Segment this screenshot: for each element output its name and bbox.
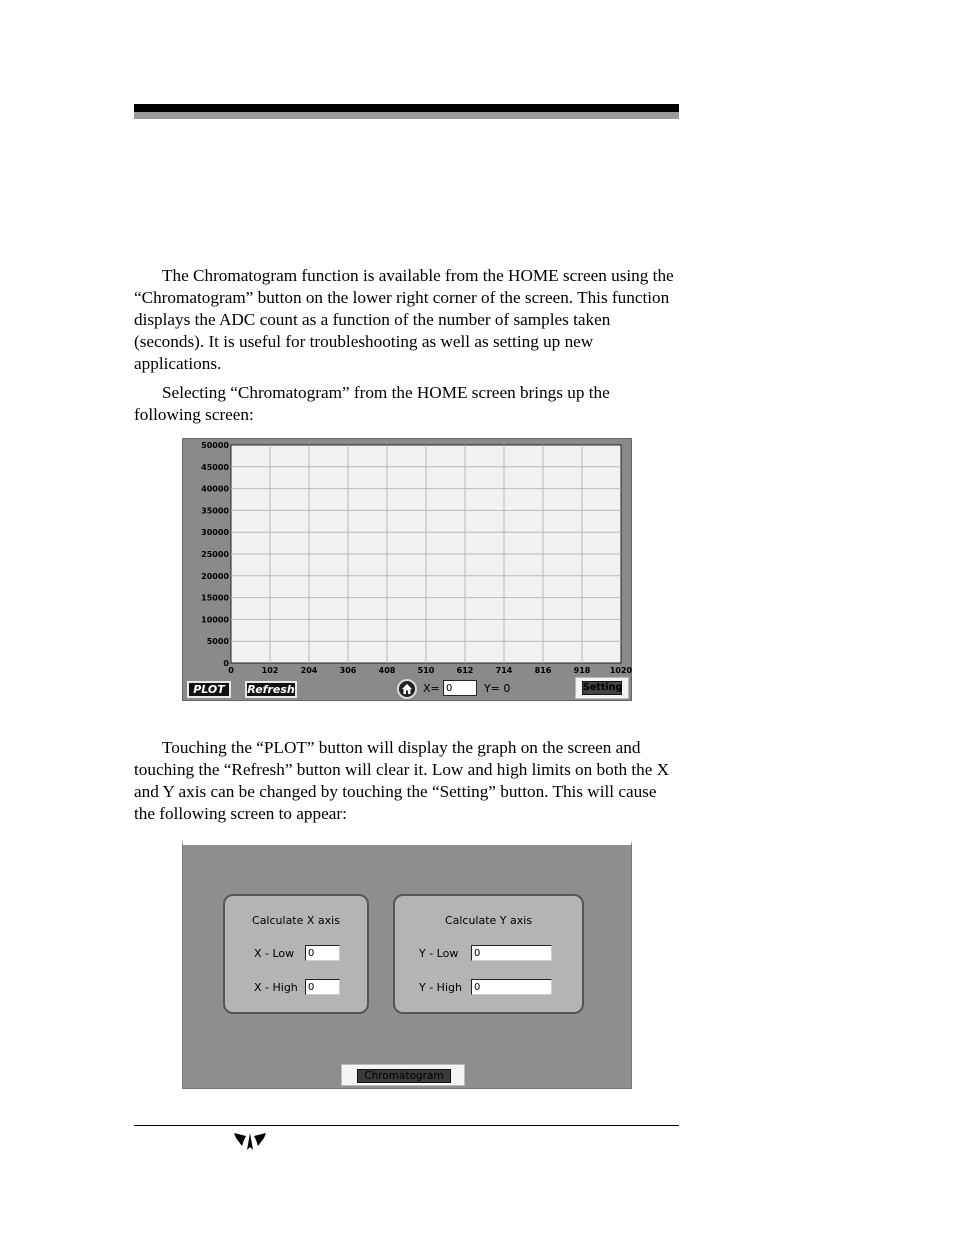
x-tick-label: 204 — [300, 666, 318, 675]
x-axis-panel — [223, 894, 369, 1014]
x-tick-label: 510 — [417, 666, 435, 675]
y-low-field[interactable] — [471, 945, 552, 961]
plot-button[interactable]: PLOT — [187, 681, 231, 698]
x-tick-label: 306 — [339, 666, 357, 675]
x-tick-label: 918 — [573, 666, 591, 675]
setting-button[interactable] — [575, 677, 629, 699]
paragraph-selecting: Selecting “Chromatogram” from the HOME screen brings up the following screen: — [134, 383, 610, 424]
x-high-field[interactable] — [305, 979, 340, 995]
chromatogram-screen — [182, 438, 632, 701]
x-tick-label: 102 — [261, 666, 279, 675]
chromatogram-button-label: Chromatogram — [357, 1069, 451, 1083]
chromatogram-plot — [183, 439, 633, 702]
y-low-label: Y - Low — [419, 947, 459, 960]
footer-rule — [134, 1125, 679, 1126]
x-tick-label: 1020 — [609, 666, 633, 675]
teledyne-logo-icon — [232, 1130, 268, 1157]
home-icon — [401, 683, 413, 695]
x-tick-label: 612 — [456, 666, 474, 675]
chromatogram-button[interactable] — [341, 1064, 465, 1086]
home-button[interactable] — [397, 679, 417, 699]
y-tick-label: 45000 — [201, 462, 229, 472]
y-tick-label: 5000 — [206, 637, 229, 647]
header-rule — [134, 104, 679, 112]
paragraph-intro: The Chromatogram function is available from the HOME screen using the “Chromatogram” button on the lower right corner of the screen. This function displays the ADC count as a function of the number of samples taken (seconds). It is useful for troubleshooting as well as setting up new applications. — [134, 266, 674, 373]
y-high-field[interactable] — [471, 979, 552, 995]
y-axis-panel — [393, 894, 584, 1014]
y-high-label: Y - High — [419, 981, 462, 994]
y-tick-label: 40000 — [201, 484, 229, 494]
setting-screen — [182, 840, 632, 1089]
y-tick-label: 10000 — [201, 615, 229, 625]
x-tick-label: 816 — [534, 666, 552, 675]
paragraph-touching: Touching the “PLOT” button will display the graph on the screen and touching the “Refresh” button will clear it. Low and high limits on both the X and Y axis can be changed by touching the “Setting” button. This will cause the following screen to appear: — [134, 738, 670, 823]
y-tick-label: 35000 — [201, 506, 229, 516]
x-low-label: X - Low — [254, 947, 295, 960]
x-low-field[interactable] — [305, 945, 340, 961]
y-tick-label: 50000 — [201, 441, 229, 450]
y-tick-label: 20000 — [201, 571, 229, 581]
x-axis-panel-title: Calculate X axis — [252, 914, 340, 927]
y-tick-label: 15000 — [201, 593, 229, 603]
y-tick-label: 25000 — [201, 550, 229, 559]
refresh-button[interactable]: Refresh — [245, 681, 297, 698]
x-readout-label: X= — [423, 682, 440, 695]
y-tick-label: 0 — [223, 659, 229, 668]
setting-button-label: Setting — [583, 682, 623, 693]
x-tick-label: 408 — [378, 666, 396, 675]
y-tick-label: 30000 — [201, 528, 229, 538]
x-tick-label: 0 — [228, 666, 234, 675]
x-tick-label: 714 — [495, 666, 513, 675]
y-readout: Y= 0 — [484, 682, 511, 695]
header-rule-shadow — [134, 112, 679, 119]
y-axis-panel-title: Calculate Y axis — [444, 914, 533, 927]
x-high-label: X - High — [254, 981, 298, 994]
x-readout-field[interactable] — [443, 680, 477, 696]
